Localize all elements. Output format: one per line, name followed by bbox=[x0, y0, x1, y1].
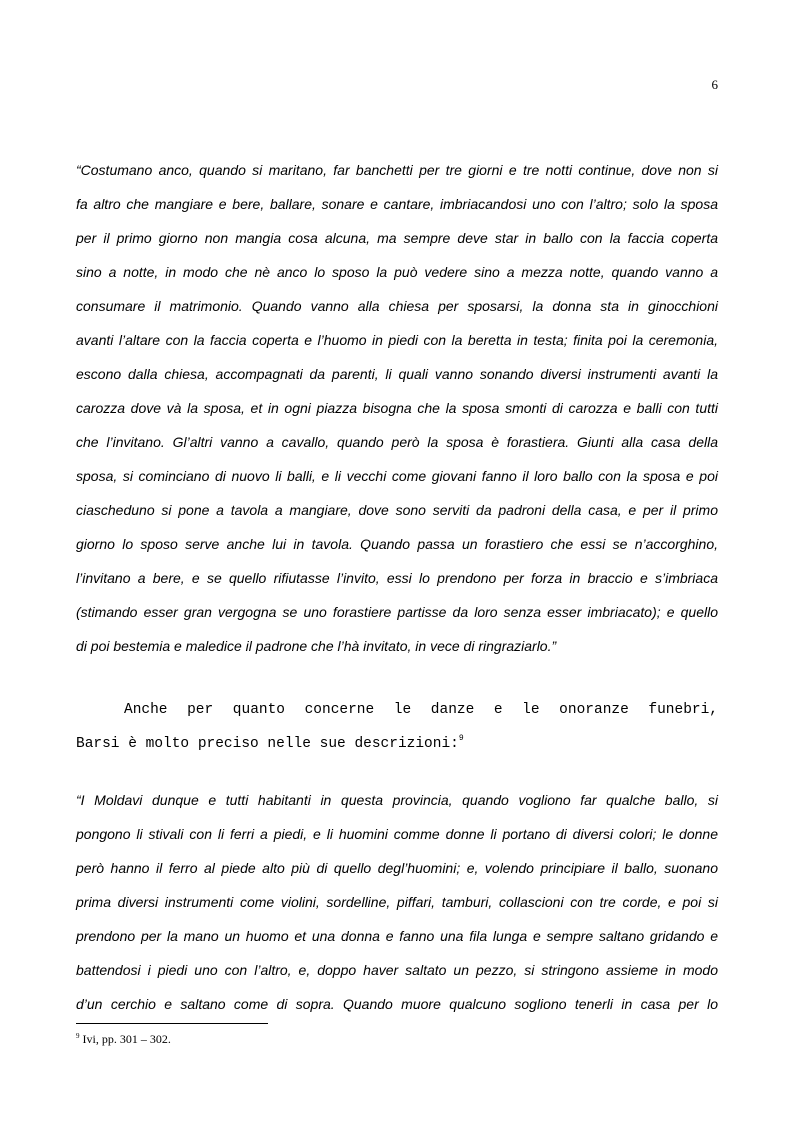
quote-line: di poi bestemia e maledice il padrone che l’hà invitato, in vece di ringraziarlo.” bbox=[76, 638, 557, 654]
page-number: 6 bbox=[711, 77, 718, 92]
quote-line: battendosi i piedi uno con l’altro, e, doppo haver saltato un pezzo, si stringono assieme in modo bbox=[76, 962, 718, 978]
quote-block bbox=[76, 790, 718, 1028]
footnote bbox=[76, 1032, 171, 1047]
quote-line: (stimando esser gran vergogna se uno forastiere partisse da loro senza esser imbriacato); e quello bbox=[76, 604, 718, 620]
footnote-number: 9 bbox=[76, 1032, 80, 1040]
quote-block bbox=[76, 160, 718, 670]
body-line bbox=[76, 734, 718, 768]
quote-line: sposa, si cominciano di nuovo li balli, e li vecchi come giovani fanno il loro ballo con la sposa e poi bbox=[76, 468, 718, 484]
footnote-reference[interactable]: 9 bbox=[458, 734, 464, 743]
quote-line: sino a notte, in modo che nè anco lo sposo la può vedere sino a mezza notte, quando vanno a bbox=[76, 264, 718, 280]
quote-line: pongono li stivali con li ferri a piedi, e li huomini comme donne li portano di diversi colori; le donne bbox=[76, 826, 718, 842]
footnote-text: Ivi, pp. 301 – 302. bbox=[82, 1032, 171, 1046]
quote-line: consumare il matrimonio. Quando vanno alla chiesa per sposarsi, la donna sta in ginocchioni bbox=[76, 298, 718, 314]
quote-line: prima diversi instrumenti come violini, sordelline, piffari, tamburi, collascioni con tre corde, e poi si bbox=[76, 894, 718, 910]
footnote-separator bbox=[76, 1023, 268, 1024]
quote-line: carozza dove và la sposa, et in ogni piazza bisogna che la sposa smonti di carozza e balli con tutti bbox=[76, 400, 718, 416]
quote-line: che l’invitano. Gl’altri vanno a cavallo, quando però la sposa è forastiera. Giunti alla casa della bbox=[76, 434, 718, 450]
quote-line: d’un cerchio e saltano come di sopra. Quando muore qualcuno sogliono tenerli in casa per lo bbox=[76, 996, 718, 1012]
quote-line: “Costumano anco, quando si maritano, far banchetti per tre giorni e tre notti continue, dove non si bbox=[76, 162, 718, 178]
quote-line: ciascheduno si pone a tavola a mangiare, dove sono serviti da padroni della casa, e per il primo bbox=[76, 502, 718, 518]
quote-line: giorno lo sposo serve anche lui in tavola. Quando passa un forastiero che essi se n’accorghino, bbox=[76, 536, 718, 552]
quote-line: avanti l’altare con la faccia coperta e l’huomo in piedi con la beretta in testa; finita poi la ceremonia, bbox=[76, 332, 718, 348]
quote-line: per il primo giorno non mangia cosa alcuna, ma sempre deve star in ballo con la faccia coperta bbox=[76, 230, 718, 246]
body-line-text: Barsi è molto preciso nelle sue descrizioni: bbox=[76, 736, 459, 752]
quote-line: prendono per la mano un huomo et una donna e fanno una fila lunga e sempre saltano gridando e bbox=[76, 928, 718, 944]
body-paragraph bbox=[76, 700, 718, 768]
quote-line: “I Moldavi dunque e tutti habitanti in questa provincia, quando vogliono far qualche ballo, si bbox=[76, 792, 718, 808]
quote-line: fa altro che mangiare e bere, ballare, sonare e cantare, imbriacandosi uno con l’altro; solo la sposa bbox=[76, 196, 718, 212]
quote-line: però hanno il ferro al piede alto più di quello degl’huomini; e, volendo principiare il ballo, suonano bbox=[76, 860, 718, 876]
body-line: Anche per quanto concerne le danze e le onoranze funebri, bbox=[124, 702, 718, 718]
quote-line: escono dalla chiesa, accompagnati da parenti, li quali vanno sonando diversi instrumenti avanti la bbox=[76, 366, 718, 382]
quote-line: l’invitano a bere, e se quello rifiutasse l’invito, essi lo prendono per forza in braccio e s’imbriaca bbox=[76, 570, 718, 586]
